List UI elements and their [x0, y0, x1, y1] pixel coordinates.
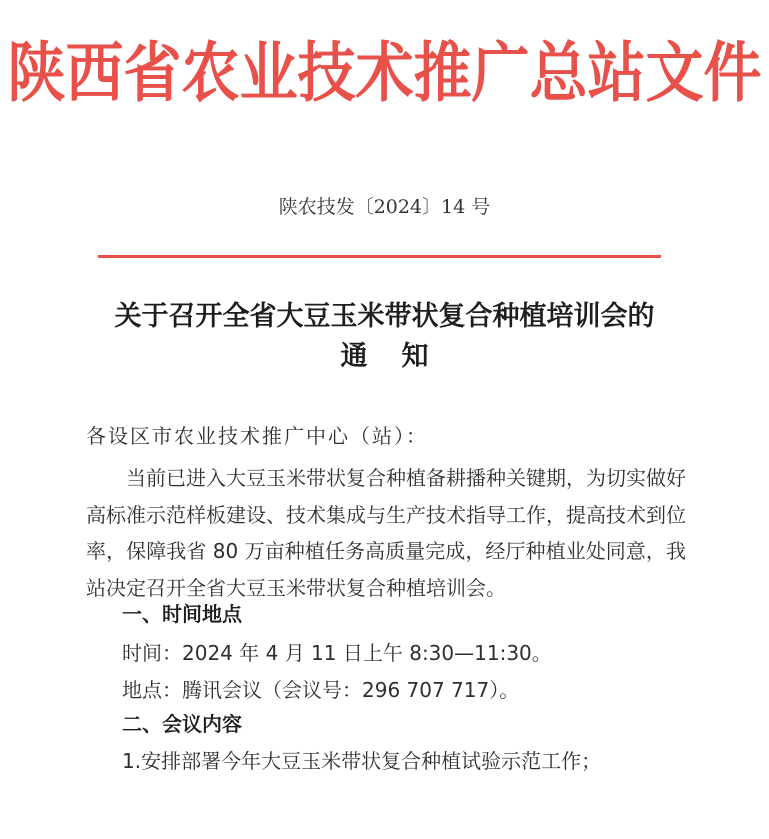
content-item-1: 1.安排部署今年大豆玉米带状复合种植试验示范工作；	[122, 749, 602, 773]
intro-paragraph: 当前已进入大豆玉米带状复合种植备耕播种关键期，为切实做好高标准示范样板建设、技术集成与生产技术指导工作，提高技术到位率，保障我省 80 万亩种植任务高质量完成，经厅种植业处同意，我站决定召开全省大豆玉米带状复合种植培训会。	[86, 466, 686, 600]
notice-title-line-1: 关于召开全省大豆玉米带状复合种植培训会的	[114, 301, 655, 332]
section-heading-content: 二、会议内容	[122, 712, 242, 736]
document-number: 陕农技发〔2024〕14 号	[278, 196, 491, 218]
section-heading-time-place: 一、时间地点	[122, 602, 242, 626]
issuer-title: 陕西省农业技术推广总站文件	[7, 34, 762, 111]
meeting-place: 地点：腾讯会议（会议号：296 707 717）。	[122, 678, 520, 702]
meeting-time: 时间：2024 年 4 月 11 日上午 8:30—11:30。	[122, 641, 552, 665]
red-divider-line	[98, 255, 661, 258]
notice-title-line-2: 通知	[340, 341, 463, 372]
addressee: 各设区市农业技术推广中心（站）：	[86, 424, 428, 448]
notice-title	[0, 297, 769, 377]
